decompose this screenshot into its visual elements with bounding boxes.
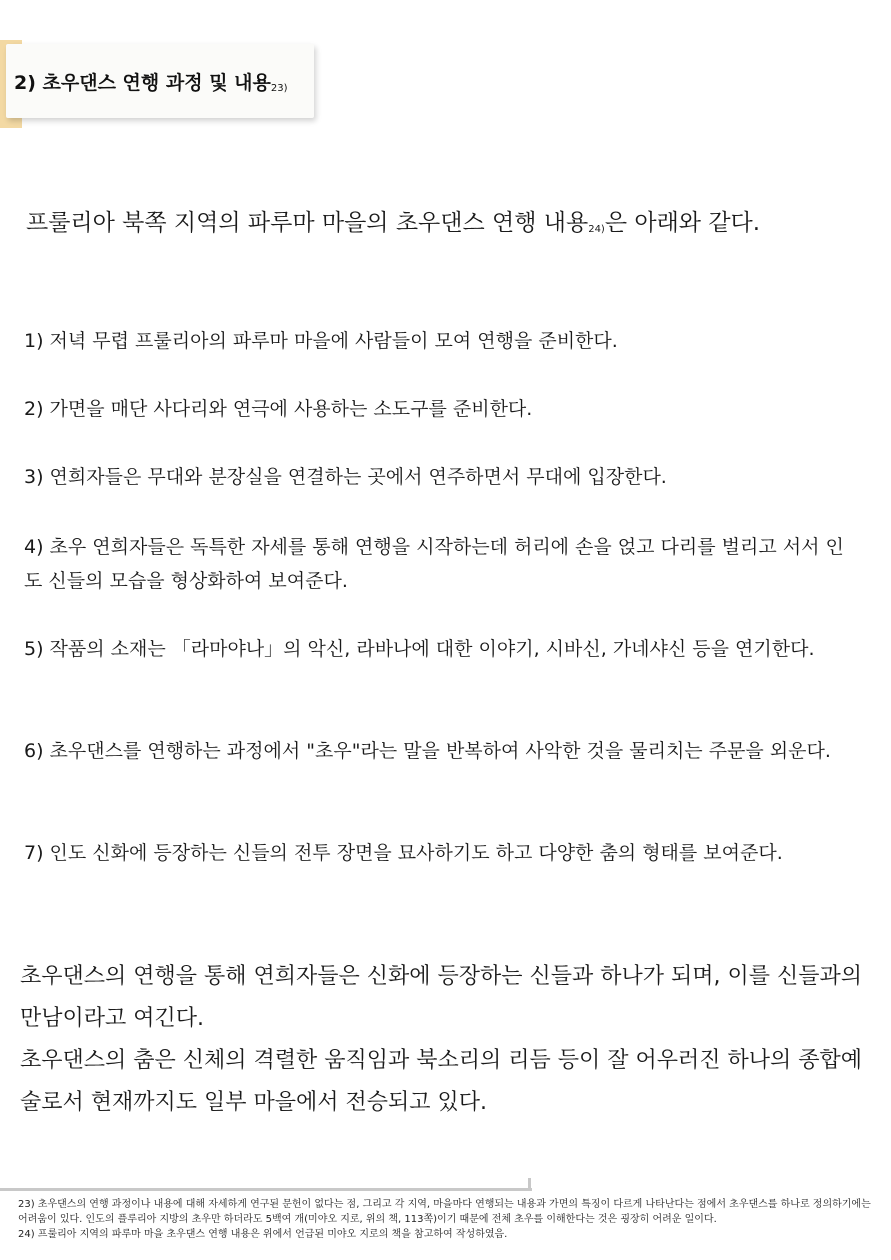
section-heading — [14, 68, 288, 95]
summary-paragraph: 초우댄스의 춤은 신체의 격렬한 움직임과 북소리의 리듬 등이 잘 어우러진 하나의 종합예술로서 현재까지도 일부 마을에서 전승되고 있다. — [20, 1048, 862, 1115]
section-heading-text: 2) 초우댄스 연행 과정 및 내용 — [14, 72, 271, 94]
intro-text-before: 프룰리아 북쪽 지역의 파루마 마을의 초우댄스 연행 내용 — [26, 210, 589, 236]
footnotes — [18, 1197, 880, 1242]
footnote-divider — [0, 1188, 532, 1191]
step-item: 3) 연희자들은 무대와 분장실을 연결하는 곳에서 연주하면서 무대에 입장한다. — [24, 466, 667, 488]
step-item: 4) 초우 연희자들은 독특한 자세를 통해 연행을 시작하는데 허리에 손을 얹고 다리를 벌리고 서서 인도 신들의 모습을 형상화하여 보여준다. — [24, 536, 844, 592]
intro-text-after: 은 아래와 같다. — [604, 210, 761, 236]
step-item: 2) 가면을 매단 사다리와 연극에 사용하는 소도구를 준비한다. — [24, 398, 533, 420]
footnote-24: 24) 프룰리아 지역의 파루마 마을 초우댄스 연행 내용은 위에서 언급된 미야오 지로의 책을 참고하여 작성하였음. — [18, 1229, 508, 1240]
footnote-23: 23) 초우댄스의 연행 과정이나 내용에 대해 자세하게 연구된 문헌이 없다는 점, 그리고 각 지역, 마을마다 연행되는 내용과 가면의 특징이 다르게 나타난다는 점에서 초우댄스를 하나로 정의하기에는 어려움이 있다. 인도의 플루리아 지방의 초우만 하더라도 5백여 개(미야오 지로, 위의 책, 113쪽)이기 때문에 전체 초우를 이해한다는 것은 굉장히 어려운 일이다. — [18, 1199, 871, 1225]
intro-paragraph — [26, 208, 866, 243]
footnote-divider-tick — [528, 1178, 531, 1190]
step-item: 1) 저녁 무렵 프룰리아의 파루마 마을에 사람들이 모여 연행을 준비한다. — [24, 330, 618, 352]
step-item: 5) 작품의 소재는 「라마야나」의 악신, 라바나에 대한 이야기, 시바신, 가네샤신 등을 연기한다. — [24, 638, 815, 660]
step-item: 6) 초우댄스를 연행하는 과정에서 "초우"라는 말을 반복하여 사악한 것을 물리치는 주문을 외운다. — [24, 740, 831, 762]
summary-block — [20, 956, 870, 1124]
intro-footnote-ref[interactable]: 24) — [588, 224, 605, 235]
summary-paragraph: 초우댄스의 연행을 통해 연희자들은 신화에 등장하는 신들과 하나가 되며, 이를 신들과의 만남이라고 여긴다. — [20, 964, 862, 1031]
step-item: 7) 인도 신화에 등장하는 신들의 전투 장면을 묘사하기도 하고 다양한 춤의 형태를 보여준다. — [24, 842, 783, 864]
heading-footnote-ref[interactable]: 23) — [270, 83, 288, 94]
